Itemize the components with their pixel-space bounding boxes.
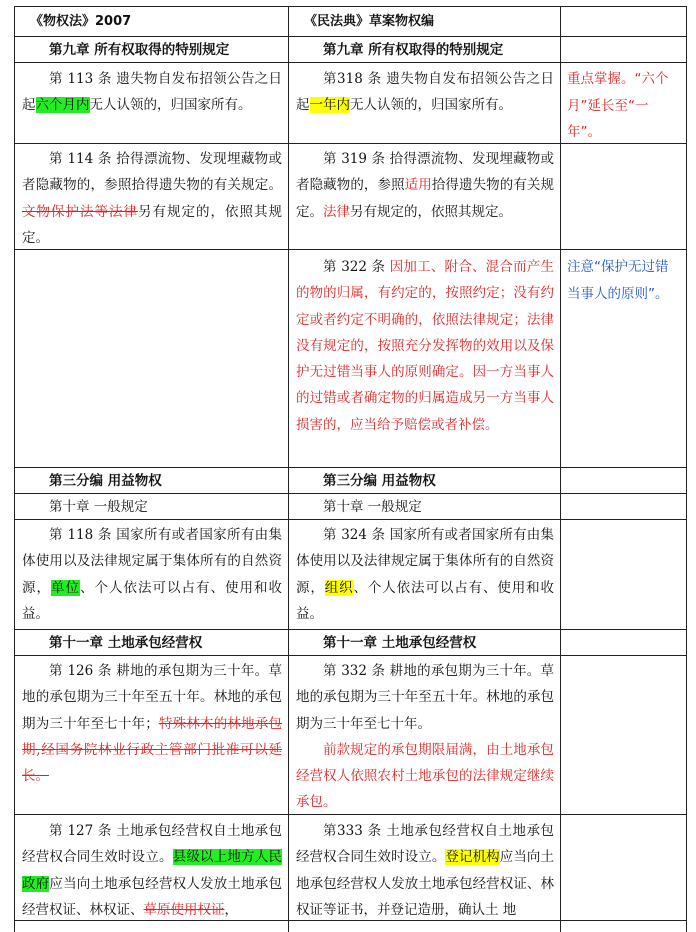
article-333-right <box>296 818 554 923</box>
chapter-11-title-right: 第十一章 土地承包经营权 <box>323 635 477 651</box>
article-text: 应当向土地承包经营权人发放土地承包经营权证、林权证等证书，并登记造册，确认土 地 <box>296 849 555 918</box>
article-118-left <box>22 522 282 627</box>
highlight-changed-term: 一年内 <box>309 97 350 114</box>
article-126-left <box>22 658 282 789</box>
row-divider <box>14 629 687 630</box>
article-text: 另有规定的，依照其规定。 <box>22 203 282 246</box>
chapter-9-title-right: 第九章 所有权取得的特别规定 <box>323 42 504 58</box>
row-divider <box>14 6 687 7</box>
article-114-left <box>22 146 282 251</box>
article-text: 无人认领的，归国家所有。 <box>350 97 512 114</box>
article-text: 、个人依法可以占有、使用和收益。 <box>296 579 555 622</box>
row-divider <box>14 62 687 63</box>
article-text: ， <box>224 901 238 918</box>
column-divider-1 <box>288 6 289 932</box>
added-text: 法律 <box>323 203 350 220</box>
row-divider <box>14 655 687 656</box>
deleted-text: 文物保护法等法律 <box>22 203 138 220</box>
article-text: 无人认领的，归国家所有。 <box>89 97 252 114</box>
part-3-title-right: 第三分编 用益物权 <box>323 473 436 489</box>
added-text: 适用 <box>404 177 432 194</box>
added-text: 前款规定的承包期限届满，由土地承包经营权人依照农村土地承包的法律规定继续承包。 <box>296 741 554 811</box>
article-text: 第 118 条 国家所有或者国家所有由集体使用以及法律规定属于集体所有的自然资源， <box>22 527 282 596</box>
article-319-right <box>296 146 554 225</box>
article-text: 第 113 条 遗失物自发布招领公告之日起 <box>22 71 282 114</box>
article-text: 第 127 条 土地承包经营权自土地承包经营权合同生效时设立。 <box>22 823 282 866</box>
article-text: 另有规定的，依照其规定。 <box>350 203 512 220</box>
deleted-text: 特殊林木的林地承包期,经国务院林业行政主管部门批准可以延长。 <box>22 715 282 785</box>
article-324-right <box>296 522 554 627</box>
added-text: 因加工、附合、混合而产生的物的归属，有约定的，按照约定；没有约定或者约定不明确的，依照法律规定；法律没有规定的，按照充分发挥物的效用以及保护无过错当事人的原则确定。因一方当事人的过错或者确定物的归属造成另一方当事人损害的，应当给予赔偿或者补偿。 <box>296 259 554 433</box>
row-divider <box>14 467 687 468</box>
row-divider <box>14 519 687 520</box>
highlight-changed-term: 六个月内 <box>35 97 90 114</box>
article-text: 第 319 条 拾得漂流物、发现埋藏物或者隐藏物的，参照 <box>296 151 554 194</box>
header-property-law-2007: 《物权法》2007 <box>30 14 132 29</box>
row-divider <box>14 493 687 494</box>
article-text: 第 324 条 国家所有或者国家所有由集体使用以及法律规定属于集体所有的自然资源， <box>296 527 554 596</box>
header-civil-code-draft: 《民法典》草案物权编 <box>304 14 435 29</box>
article-318-right <box>296 66 554 119</box>
chapter-11-title-left: 第十一章 土地承包经营权 <box>49 635 203 651</box>
highlight-changed-term: 单位 <box>51 579 80 596</box>
article-text: 拾得遗失物的有关规定。 <box>296 177 555 220</box>
table-border-right <box>686 6 687 932</box>
chapter-10-title-left: 第十章 一般规定 <box>49 499 148 515</box>
article-127-left <box>22 818 282 923</box>
article-322-right <box>296 254 554 438</box>
highlight-changed-term: 登记机构 <box>445 849 500 866</box>
column-divider-2 <box>560 6 561 932</box>
table-border-left <box>14 6 15 932</box>
article-text: 第 126 条 耕地的承包期为三十年。草地的承包期为三十年至五十年。林地的承包期为三十年至七十年； <box>22 663 282 732</box>
row-divider <box>14 36 687 37</box>
article-text: 第 114 条 拾得漂流物、发现埋藏物或者隐藏物的，参照拾得遗失物的有关规定。 <box>22 151 282 194</box>
article-text: 第 322 条 <box>323 259 390 275</box>
article-113-left <box>22 66 282 119</box>
note-article-322: 注意“保护无过错当事人的原则”。 <box>567 259 669 302</box>
article-text: 、个人依法可以占有、使用和收益。 <box>22 579 282 622</box>
highlight-changed-term: 组织 <box>324 579 354 596</box>
article-text: 第333 条 土地承包经营权自土地承包经营权合同生效时设立。 <box>296 823 554 866</box>
part-3-title-left: 第三分编 用益物权 <box>49 473 162 489</box>
article-text: 第318 条 遗失物自发布招领公告之日起 <box>296 71 554 114</box>
chapter-10-title-right: 第十章 一般规定 <box>323 499 422 515</box>
chapter-9-title-left: 第九章 所有权取得的特别规定 <box>49 42 230 58</box>
note-article-318: 重点掌握。“六个月”延长至“一年”。 <box>567 71 669 140</box>
article-332-right <box>296 658 554 816</box>
article-text: 应当向土地承包经营权人发放土地承包经营权证、林权证、 <box>22 875 283 918</box>
article-text: 第 332 条 耕地的承包期为三十年。草地的承包期为三十年至五十年。林地的承包期为三十年至七十年。 <box>296 663 554 732</box>
highlight-changed-term: 县级以上地方人民政府 <box>22 849 283 892</box>
deleted-text: 草原使用权证 <box>143 901 225 918</box>
